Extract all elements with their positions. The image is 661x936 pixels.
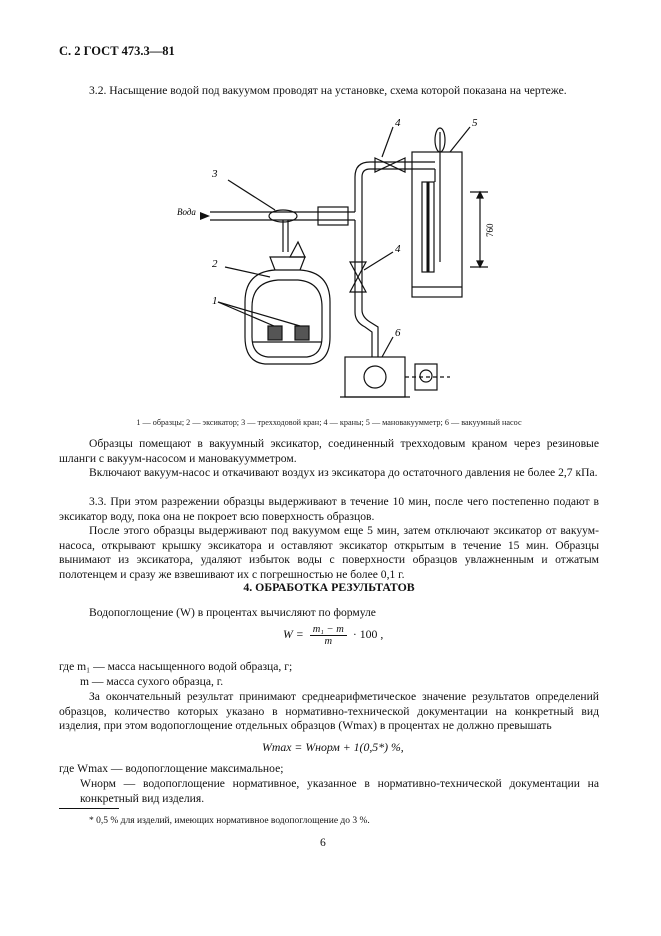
vacuum-pump: [345, 357, 405, 397]
manovacuum-meter: [412, 152, 462, 297]
formula-1-numerator: m₁ − m: [310, 624, 347, 636]
callout-1: 1: [212, 295, 218, 307]
paragraph-3-3: 3.3. При этом разрежении образцы выдерживают в течение 10 мин, после чего постепенно подают в эксикатор воду, пока она не покроет всю поверхность образцов.: [59, 495, 599, 523]
apparatus-diagram: [150, 112, 530, 412]
callout-5: 5: [472, 117, 478, 129]
valve-4-top: [375, 158, 390, 172]
sample-1: [268, 326, 282, 340]
where-2-line-2: Wнорм — водопоглощение нормативное, указанное в нормативно-технической документации на конкретный вид изделия.: [80, 777, 599, 805]
desiccator-body: [245, 270, 330, 364]
paragraph-c: После этого образцы выдерживают под вакуумом еще 5 мин, затем отключают эксикатор от вакуум-насоса, открывают крышку эксикатора и оставляют эксикатор открытым в течение 15 мин. Образцы вынимают из эксикатора, удаляют избыток воды с поверхности образцов увлажненным и отжатым полотенцем и сразу же взвешивают их с погрешностью не более 0,1 г.: [59, 524, 599, 581]
figure-caption: 1 — образцы; 2 — эксикатор; 3 — трехходовой кран; 4 — краны; 5 — мановакуумметр; 6 — вакуумный насос: [136, 418, 522, 427]
formula-2: Wmax = Wнорм + 1(0,5*) %,: [262, 740, 404, 754]
where-1-line-2: m — масса сухого образца, г.: [80, 675, 224, 688]
page-header: С. 2 ГОСТ 473.3—81: [59, 44, 175, 58]
dimension-label: 760: [485, 223, 495, 237]
formula-1: [283, 624, 383, 647]
section-4-title: 4. ОБРАБОТКА РЕЗУЛЬТАТОВ: [243, 580, 415, 594]
where-2-line-1: где Wmax — водопоглощение максимальное;: [59, 762, 284, 775]
paragraph-e: За окончательный результат принимают среднеарифметическое значение результатов определений образцов, количество которых указано в нормативно-технической документации на конкретный вид изделия, при этом водопоглощение отдельных образцов (Wmax) в процентах не должно превышать: [59, 690, 599, 733]
formula-1-lhs: W =: [283, 627, 304, 642]
callout-6: 6: [395, 327, 401, 339]
paragraph-d: Водопоглощение (W) в процентах вычисляют по формуле: [89, 606, 376, 619]
sample-2: [295, 326, 309, 340]
paragraph-a: Образцы помещают в вакуумный эксикатор, соединенный трехходовым краном через резиновые шланги с вакуум-насосом и мановакуумметром.: [59, 437, 599, 465]
callout-2: 2: [212, 258, 218, 270]
footnote: * 0,5 % для изделий, имеющих нормативное водопоглощение до 3 %.: [89, 816, 370, 826]
callout-4-bottom: 4: [395, 243, 401, 255]
water-label: Вода: [177, 207, 196, 217]
page-number: 6: [320, 836, 326, 849]
valve-4-bottom: [350, 262, 366, 277]
formula-1-tail: · 100 ,: [352, 627, 384, 642]
callout-4-top: 4: [395, 117, 401, 129]
paragraph-3-2: 3.2. Насыщение водой под вакуумом проводят на установке, схема которой показана на чертеже.: [89, 84, 567, 97]
formula-1-fraction: [310, 624, 347, 647]
footnote-divider: [59, 808, 119, 809]
where-1-line-1: где m₁ — масса насыщенного водой образца, г;: [59, 660, 293, 673]
callout-3: 3: [212, 168, 218, 180]
formula-1-denominator: m: [324, 636, 333, 647]
pipe-coupling: [318, 207, 348, 225]
arrow-icon: [200, 212, 210, 220]
paragraph-b: Включают вакуум-насос и откачивают воздух из эксикатора до остаточного давления не более 2,7 кПа.: [89, 466, 598, 479]
